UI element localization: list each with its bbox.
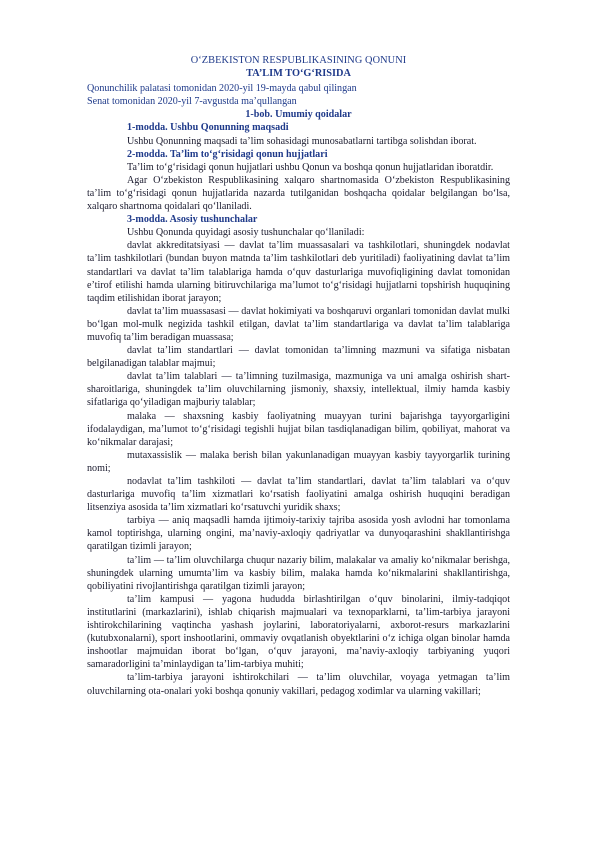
article-2-paragraph-2: Agar O‘zbekiston Respublikasining xalqaro shartnomasida O‘zbekiston Respublikasining ta’lim to‘g‘risidagi qonun hujjatlarida nazarda tutilganidan boshqacha qoidalar belgilangan bo‘lsa, xalqaro shartnoma qoidalari qo‘llaniladi. [87, 174, 510, 213]
article-1-text: Ushbu Qonunning maqsadi ta’lim sohasidagi munosabatlarni tartibga solishdan iborat. [127, 135, 477, 147]
definition-accreditation: davlat akkreditatsiyasi — davlat ta’lim muassasalari va tashkilotlari, shuningdek nodavlat ta’lim tashkilotlari (bundan buyon matnda ta’lim tashkilotlari deb yuritiladi) faoliyatining davlat ta’lim standartlari va davlat ta’lim talablariga hamda o‘quv dasturlariga muvofiqligining davlat tomonidan e’tirof etilishi hamda ularning bitiruvchilariga ma’lumot to‘g‘risidagi hujjatlarni topshirish huquqining taqdim etilishidan iborat jarayon; [87, 240, 510, 304]
approval-note: Senat tomonidan 2020-yil 7-avgustda ma’qullangan [87, 96, 297, 108]
definition-non-state-organization: nodavlat ta’lim tashkiloti — davlat ta’lim standartlari, davlat ta’lim talablari va o‘quv dasturlariga muvofiq ta’lim xizmatlari ko‘rsatish faoliyatini amalga oshirish huquqini beradigan litsenziya asosida ta’lim xizmatlari ko‘rsatuvchi yuridik shaxs; [87, 476, 510, 514]
document-body [87, 54, 510, 698]
definition-state-standards: davlat ta’lim standartlari — davlat tomonidan ta’limning mazmuni va sifatiga nisbatan belgilanadigan talablar majmui; [87, 345, 510, 370]
chapter-heading: 1-bob. Umumiy qoidalar [245, 109, 352, 121]
definition-state-institution: davlat ta’lim muassasasi — davlat hokimiyati va boshqaruvi organlari tomonidan davlat mulki bo‘lgan mol-mulk negizida tashkil etilgan, davlat ta’lim standartlariga va davlat ta’lim talablariga muvofiq ta’lim beradigan muassasa; [87, 305, 510, 343]
adoption-note: Qonunchilik palatasi tomonidan 2020-yil 19-mayda qabul qilingan [87, 83, 357, 95]
law-subject: TA’LIM TO‘G‘RISIDA [246, 68, 351, 80]
definition-campus: ta’lim kampusi — yagona hududda birlashtirilgan o‘quv binolarini, ilmiy-tadqiqot institutlarini (markazlarini), ishlab chiqarish majmualari va texnoparklarni, ta’lim-tarbiya jarayoni ishtirokchilarining vaqtincha yashash joylarini, laboratoriyalarni, axborot-resurs markazlarini (kutubxonalarni), sport inshootlarini, ommaviy ovqatlanish obyektlarini o‘z ichiga olgan binolar hamda inshootlar majmuidan iborat bo‘lgan, o‘quv jarayoni, ma’naviy-axloqiy tarbiyaning yuqori samaradorligini ta’minlaydigan ta’lim-tarbiya muhiti; [87, 593, 510, 671]
article-3-heading: 3-modda. Asosiy tushunchalar [127, 214, 258, 226]
article-3-intro: Ushbu Qonunda quyidagi asosiy tushunchalar qo‘llaniladi: [127, 227, 365, 239]
article-1-heading: 1-modda. Ushbu Qonunning maqsadi [127, 122, 289, 134]
definition-specialty: mutaxassislik — malaka berish bilan yakunlanadigan muayyan kasbiy tayyorgarlik turining nomi; [87, 449, 510, 474]
article-2-paragraph-1: Ta’lim to‘g‘risidagi qonun hujjatlari ushbu Qonun va boshqa qonun hujjatlaridan iboratdir. [127, 161, 494, 173]
law-title: O‘ZBEKISTON RESPUBLIKASINING QONUNI [190, 55, 407, 66]
definition-participants: ta’lim-tarbiya jarayoni ishtirokchilari — ta’lim oluvchilar, voyaga yetmagan ta’lim oluvchilarning ota-onalari yoki boshqa qonuniy vakillari, pedagog xodimlar va ularning vakillari; [87, 672, 510, 697]
article-2-heading: 2-modda. Ta’lim to‘g‘risidagi qonun hujjatlari [127, 148, 328, 160]
definition-state-requirements: davlat ta’lim talablari — ta’limning tuzilmasiga, mazmuniga va uni amalga oshirish shart-sharoitlariga, shuningdek ta’lim oluvchilarning jismoniy, shaxsiy, intellektual, ilmiy hamda kasbiy sifatlariga qo‘yiladigan majburiy talablar; [87, 371, 510, 409]
definition-education: ta’lim — ta’lim oluvchilarga chuqur nazariy bilim, malakalar va amaliy ko‘nikmalar berishga, shuningdek ularning umumta’lim va kasbiy bilim, malaka hamda ko‘nikmalarini shakllantirishga, qobiliyatini rivojlantirishga qaratilgan tizimli jarayon; [87, 554, 510, 592]
definition-upbringing: tarbiya — aniq maqsadli hamda ijtimoiy-tarixiy tajriba asosida yosh avlodni har tomonlama kamol toptirishga, ularning ongini, ma’naviy-axloqiy qadriyatlar va dunyoqarashini shakllantirishga qaratilgan tizimli jarayon; [87, 515, 510, 553]
definition-qualification: malaka — shaxsning kasbiy faoliyatning muayyan turini bajarishga tayyorgarligini ifodalaydigan, ma’lumot to‘g‘risidagi tegishli hujjat bilan tasdiqlanadigan bilim, qobiliyat, mahorat va ko‘nikmalar darajasi; [87, 410, 510, 448]
